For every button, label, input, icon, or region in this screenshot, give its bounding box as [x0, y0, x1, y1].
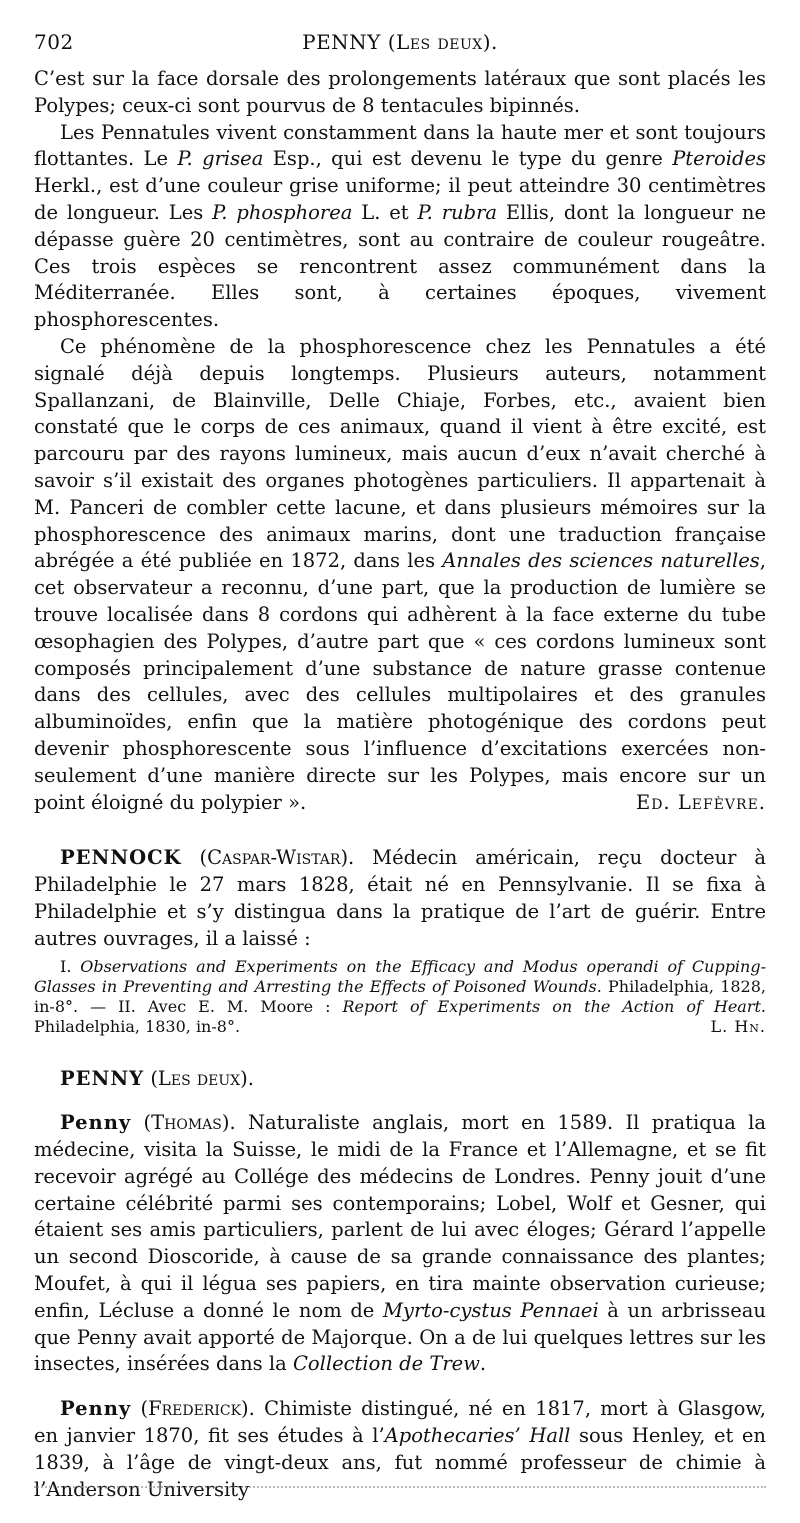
entry-penny-frederick: Penny (Frederick). Chimiste distingué, né en 1817, mort à Glasgow, en janvier 1870, fit ses études à l’Apothecaries’ Hall sous Henley, et en 1839, à l’âge de vingt-deux ans, fut nommé professeur de chimie à l’Anderson University	[34, 1397, 766, 1501]
entry-headword: PENNY	[60, 1066, 145, 1090]
pennatules-paragraph-3: Ce phénomène de la phosphorescence chez les Pennatules a été signalé déjà depuis longtemps. Plusieurs auteurs, notamment Spallanzani, de Blainville, Delle Chiaje, Forbes, etc., avaient bien constaté que le corps de ces animaux, quand il vient à être excité, est parcouru par des rayons lumineux, mais aucun d’eux n’avait cherché à savoir s’il existait des organes photogènes particuliers. Il appartenait à M. Panceri de combler cette lacune, et dans plusieurs mémoires sur la phosphorescence des animaux marins, dont une traduction française abrégée a été publiée en 1872, dans les Annales des sciences naturelles, cet observateur a reconnu, d’une part, que la production de lumière se trouve localisée dans 8 cordons qui adhèrent à la face externe du tube œsophagien des Polypes, d’autre part que « ces cordons lumineux sont composés principalement d’une substance de nature grasse contenue dans des cellules, avec des cellules multipolaires et des granules albuminoïdes, enfin que la matière photogénique des cordons peut devenir phosphorescente sous l’influence d’excitations exercées non-seulement d’une manière directe sur les Polypes, mais encore sur un point éloigné du polypier ». Ed. Lefèvre.	[34, 334, 766, 816]
entry-given-names: (Frederick).	[140, 1397, 255, 1421]
taxon-name: Myrto-cystus Pennaei	[382, 1298, 599, 1322]
bibliography-pennock: I. Observations and Experiments on the Efficacy and Modus operandi of Cupping-Glasses in Preventing and Arresting the Effects of Poisoned Wounds. Philadelphia, 1828, in-8°. — II. Avec E. M. Moore : Report of Experiments on the Action of Heart. Philadelphia, 1830, in-8°. L. Hn.	[34, 956, 767, 1036]
journal-title: Annales des sciences naturelles	[442, 549, 760, 573]
taxon-name: Pteroides	[672, 147, 767, 171]
pennatules-paragraph-1: C’est sur la face dorsale des prolongements latéraux que sont placés les Polypes; ceux-ci sont pourvus de 8 tentacules bipinnés.	[34, 67, 766, 117]
entry-headword: PENNOCK	[60, 846, 182, 870]
page-number: 702	[34, 30, 74, 54]
running-title-main: PENNY	[302, 30, 381, 54]
scan-artifact-line	[34, 1486, 766, 1492]
running-title-paren: (Les deux).	[387, 30, 498, 54]
page-body	[34, 66, 766, 1503]
entry-given-names: (Caspar-Wistar).	[199, 846, 355, 870]
entry-penny-thomas: Penny (Thomas). Naturaliste anglais, mort en 1589. Il pratiqua la médecine, visita la Suisse, le midi de la France et l’Allemagne, et se fit recevoir agrégé au Collége des médecins de Londres. Penny jouit d’une certaine célébrité parmi ses contemporains; Lobel, Wolf et Gesner, qui étaient ses amis particuliers, parlent de lui avec éloges; Gérard l’appelle un second Dioscoride, à cause de sa grande connaissance des plantes; Moufet, à qui il légua ses papiers, en tira mainte observation curieuse; enfin, Lécluse a donné le nom de Myrto-cystus Pennaei à un arbrisseau que Penny avait apporté de Majorque. On a de lui quelques lettres sur les insectes, insérées dans la Collection de Trew.	[34, 1111, 766, 1376]
taxon-name: P. phosphorea	[212, 200, 353, 224]
author-signature: L. Hn.	[710, 1016, 766, 1036]
work-title: Collection de Trew	[292, 1352, 480, 1376]
work-title: Report of Experiments on the Action of Heart.	[342, 996, 766, 1016]
entry-headword: Penny	[60, 1397, 132, 1421]
entry-given-names: (Thomas).	[143, 1111, 236, 1135]
taxon-name: P. grisea	[177, 147, 264, 171]
entry-pennock: PENNOCK (Caspar-Wistar). Médecin américain, reçu docteur à Philadelphie le 27 mars 1828, était né en Pennsylvanie. Il se fixa à Philadelphie et s’y distingua dans la pratique de l’art de guérir. Entre autres ouvrages, il a laissé :	[34, 846, 766, 950]
taxon-name: P. rubra	[417, 200, 498, 224]
work-title: Observations and Experiments on the Efficacy and Modus operandi of Cupping-Glasses in Preventing and Arresting the Effects of Poisoned Wounds.	[34, 956, 767, 996]
author-signature: Ed. Lefèvre.	[635, 790, 766, 814]
entry-headword: Penny	[60, 1111, 132, 1135]
institution-name: Apothecaries’ Hall	[384, 1424, 571, 1448]
entry-qualifier: (Les deux).	[150, 1066, 254, 1090]
entry-penny-heading	[34, 1066, 766, 1093]
running-title	[34, 30, 766, 54]
page-header	[34, 30, 766, 60]
pennatules-paragraph-2: Les Pennatules vivent constamment dans la haute mer et sont toujours flottantes. Le P. grisea Esp., qui est devenu le type du genre Pteroides Herkl., est d’une couleur grise uniforme; il peut atteindre 30 centimètres de longueur. Les P. phosphorea L. et P. rubra Ellis, dont la longueur ne dépasse guère 20 centimètres, sont au contraire de couleur rougeâtre. Ces trois espèces se rencontrent assez communément dans la Méditerranée. Elles sont, à certaines époques, vivement phosphorescentes.	[34, 120, 767, 332]
